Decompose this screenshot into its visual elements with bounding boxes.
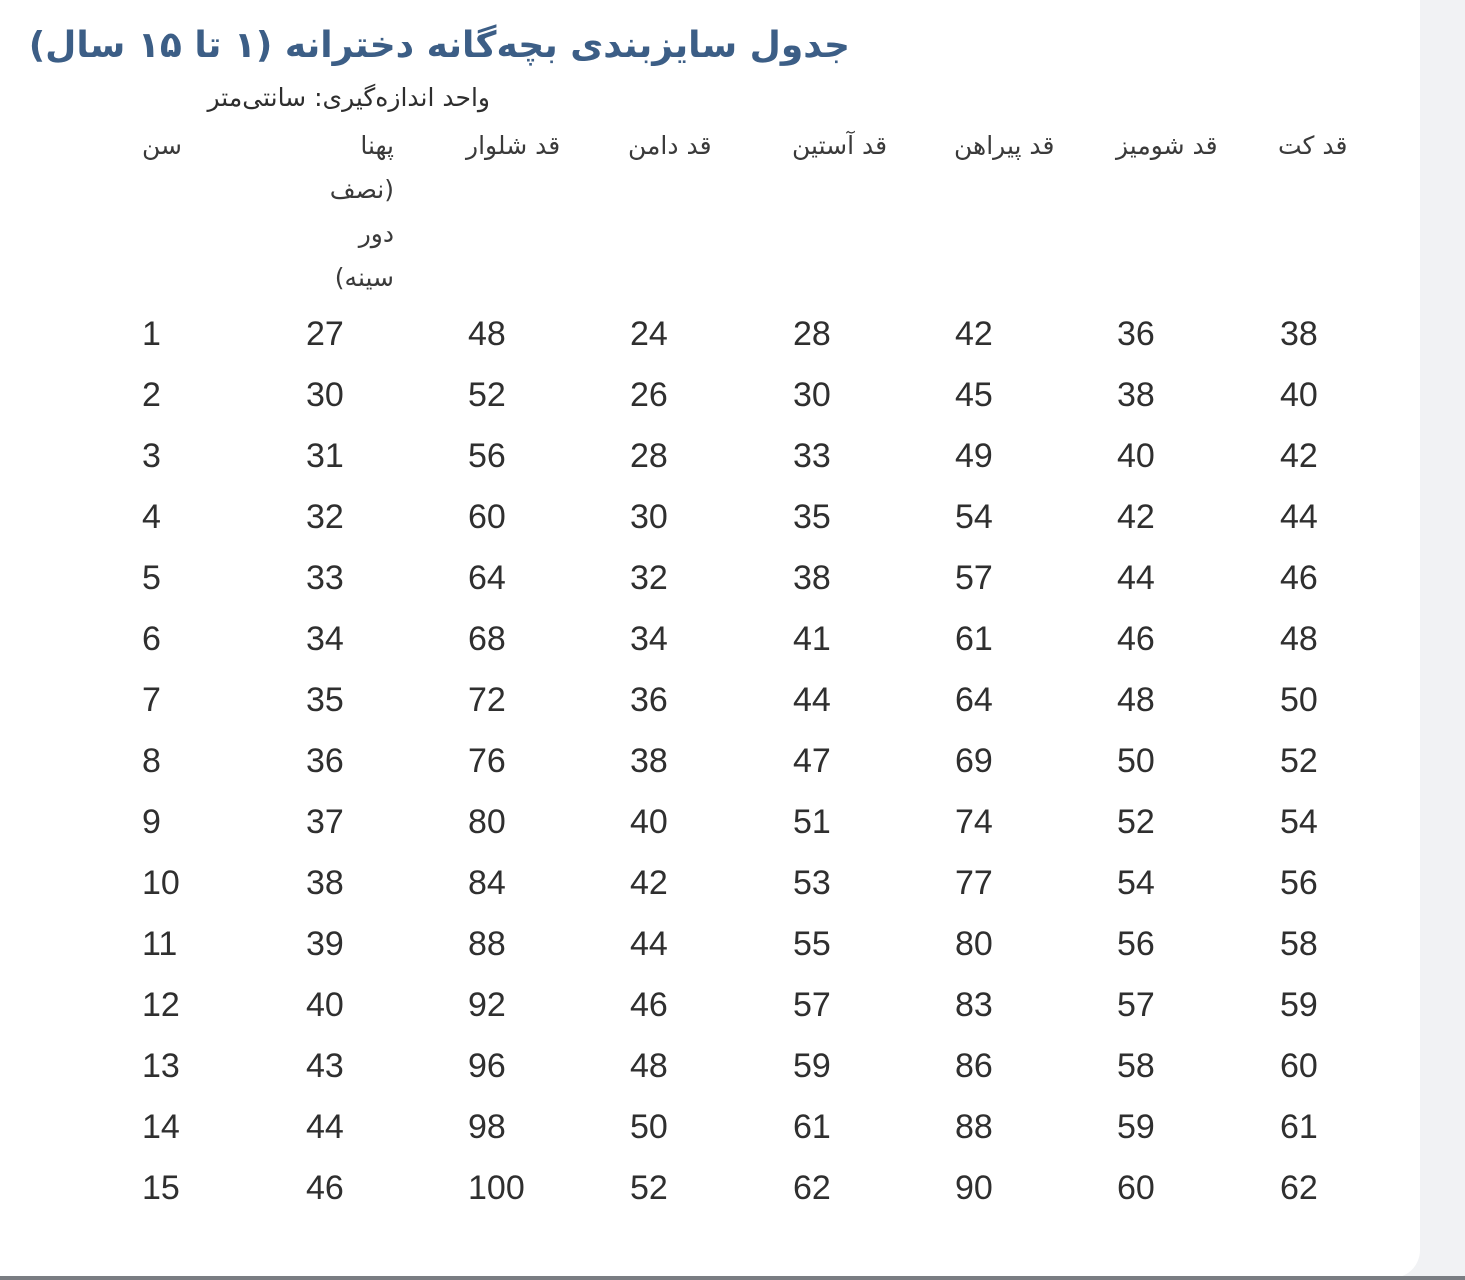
cell-blouse-length: 56 bbox=[1117, 925, 1155, 963]
cell-blouse-length: 38 bbox=[1117, 376, 1155, 414]
cell-dress-length: 45 bbox=[955, 376, 993, 414]
cell-dress-length: 90 bbox=[955, 1169, 993, 1207]
cell-dress-length: 80 bbox=[955, 925, 993, 963]
cell-sleeve-length: 35 bbox=[793, 498, 831, 536]
cell-blouse-length: 48 bbox=[1117, 681, 1155, 719]
cell-width: 37 bbox=[306, 803, 344, 841]
table-row bbox=[0, 548, 1420, 609]
header-pants-length: قد شلوار bbox=[466, 131, 561, 160]
cell-sleeve-length: 41 bbox=[793, 620, 831, 658]
cell-blouse-length: 42 bbox=[1117, 498, 1155, 536]
cell-dress-length: 83 bbox=[955, 986, 993, 1024]
cell-width: 40 bbox=[306, 986, 344, 1024]
cell-age: 11 bbox=[142, 925, 178, 963]
cell-sleeve-length: 62 bbox=[793, 1169, 831, 1207]
cell-blouse-length: 54 bbox=[1117, 864, 1155, 902]
cell-age: 6 bbox=[142, 620, 161, 658]
cell-width: 27 bbox=[306, 315, 344, 353]
table-row bbox=[0, 914, 1420, 975]
cell-skirt-length: 26 bbox=[630, 376, 668, 414]
cell-skirt-length: 40 bbox=[630, 803, 668, 841]
cell-age: 13 bbox=[142, 1047, 180, 1085]
cell-width: 46 bbox=[306, 1169, 344, 1207]
cell-pants-length: 56 bbox=[468, 437, 506, 475]
cell-blouse-length: 58 bbox=[1117, 1047, 1155, 1085]
header-coat-length: قد کت bbox=[1278, 131, 1348, 160]
cell-age: 12 bbox=[142, 986, 180, 1024]
cell-coat-length: 58 bbox=[1280, 925, 1318, 963]
cell-width: 39 bbox=[306, 925, 344, 963]
cell-dress-length: 74 bbox=[955, 803, 993, 841]
table-row bbox=[0, 1097, 1420, 1158]
cell-coat-length: 61 bbox=[1280, 1108, 1318, 1146]
table-row bbox=[0, 975, 1420, 1036]
cell-coat-length: 56 bbox=[1280, 864, 1318, 902]
cell-pants-length: 72 bbox=[468, 681, 506, 719]
cell-pants-length: 52 bbox=[468, 376, 506, 414]
table-row bbox=[0, 365, 1420, 426]
table-row bbox=[0, 304, 1420, 365]
header-skirt-length: قد دامن bbox=[628, 131, 712, 160]
header-width: پهنا (نصف دور سینه) bbox=[329, 131, 394, 292]
cell-pants-length: 60 bbox=[468, 498, 506, 536]
table-row bbox=[0, 1036, 1420, 1097]
cell-sleeve-length: 38 bbox=[793, 559, 831, 597]
cell-age: 15 bbox=[142, 1169, 180, 1207]
cell-age: 3 bbox=[142, 437, 161, 475]
cell-coat-length: 44 bbox=[1280, 498, 1318, 536]
cell-skirt-length: 52 bbox=[630, 1169, 668, 1207]
cell-skirt-length: 48 bbox=[630, 1047, 668, 1085]
cell-skirt-length: 42 bbox=[630, 864, 668, 902]
cell-skirt-length: 34 bbox=[630, 620, 668, 658]
cell-skirt-length: 32 bbox=[630, 559, 668, 597]
cell-coat-length: 48 bbox=[1280, 620, 1318, 658]
bottom-divider bbox=[0, 1276, 1465, 1280]
cell-blouse-length: 50 bbox=[1117, 742, 1155, 780]
cell-blouse-length: 36 bbox=[1117, 315, 1155, 353]
cell-coat-length: 54 bbox=[1280, 803, 1318, 841]
cell-age: 5 bbox=[142, 559, 161, 597]
table-row bbox=[0, 1158, 1420, 1219]
cell-blouse-length: 52 bbox=[1117, 803, 1155, 841]
cell-skirt-length: 30 bbox=[630, 498, 668, 536]
cell-pants-length: 48 bbox=[468, 315, 506, 353]
table-row bbox=[0, 609, 1420, 670]
cell-sleeve-length: 33 bbox=[793, 437, 831, 475]
cell-dress-length: 49 bbox=[955, 437, 993, 475]
cell-width: 30 bbox=[306, 376, 344, 414]
cell-skirt-length: 50 bbox=[630, 1108, 668, 1146]
cell-skirt-length: 44 bbox=[630, 925, 668, 963]
unit-label: واحد اندازه‌گیری: سانتی‌متر bbox=[207, 83, 490, 112]
header-blouse-length: قد شومیز bbox=[1116, 131, 1218, 160]
cell-skirt-length: 24 bbox=[630, 315, 668, 353]
cell-width: 32 bbox=[306, 498, 344, 536]
cell-skirt-length: 46 bbox=[630, 986, 668, 1024]
cell-width: 35 bbox=[306, 681, 344, 719]
header-sleeve-length: قد آستین bbox=[792, 131, 888, 160]
cell-sleeve-length: 53 bbox=[793, 864, 831, 902]
cell-dress-length: 61 bbox=[955, 620, 993, 658]
cell-sleeve-length: 57 bbox=[793, 986, 831, 1024]
cell-blouse-length: 44 bbox=[1117, 559, 1155, 597]
cell-blouse-length: 59 bbox=[1117, 1108, 1155, 1146]
cell-dress-length: 86 bbox=[955, 1047, 993, 1085]
cell-sleeve-length: 51 bbox=[793, 803, 831, 841]
header-age: سن bbox=[142, 131, 182, 160]
cell-width: 43 bbox=[306, 1047, 344, 1085]
cell-coat-length: 50 bbox=[1280, 681, 1318, 719]
cell-sleeve-length: 59 bbox=[793, 1047, 831, 1085]
cell-sleeve-length: 44 bbox=[793, 681, 831, 719]
cell-width: 38 bbox=[306, 864, 344, 902]
cell-blouse-length: 60 bbox=[1117, 1169, 1155, 1207]
cell-dress-length: 42 bbox=[955, 315, 993, 353]
cell-coat-length: 59 bbox=[1280, 986, 1318, 1024]
cell-dress-length: 64 bbox=[955, 681, 993, 719]
cell-age: 14 bbox=[142, 1108, 180, 1146]
cell-sleeve-length: 28 bbox=[793, 315, 831, 353]
table-row bbox=[0, 670, 1420, 731]
cell-blouse-length: 40 bbox=[1117, 437, 1155, 475]
cell-skirt-length: 38 bbox=[630, 742, 668, 780]
cell-dress-length: 54 bbox=[955, 498, 993, 536]
cell-blouse-length: 46 bbox=[1117, 620, 1155, 658]
cell-sleeve-length: 47 bbox=[793, 742, 831, 780]
cell-coat-length: 60 bbox=[1280, 1047, 1318, 1085]
cell-pants-length: 92 bbox=[468, 986, 506, 1024]
cell-blouse-length: 57 bbox=[1117, 986, 1155, 1024]
cell-pants-length: 68 bbox=[468, 620, 506, 658]
cell-coat-length: 52 bbox=[1280, 742, 1318, 780]
cell-skirt-length: 36 bbox=[630, 681, 668, 719]
chart-title: جدول سایزبندی بچه‌گانه دخترانه (۱ تا ۱۵ سال) bbox=[28, 25, 850, 66]
cell-skirt-length: 28 bbox=[630, 437, 668, 475]
cell-sleeve-length: 30 bbox=[793, 376, 831, 414]
table-row bbox=[0, 731, 1420, 792]
cell-pants-length: 98 bbox=[468, 1108, 506, 1146]
table-row bbox=[0, 792, 1420, 853]
cell-coat-length: 46 bbox=[1280, 559, 1318, 597]
cell-width: 33 bbox=[306, 559, 344, 597]
cell-dress-length: 69 bbox=[955, 742, 993, 780]
table-row bbox=[0, 853, 1420, 914]
cell-age: 8 bbox=[142, 742, 161, 780]
header-dress-length: قد پیراهن bbox=[954, 131, 1055, 160]
cell-coat-length: 40 bbox=[1280, 376, 1318, 414]
cell-dress-length: 88 bbox=[955, 1108, 993, 1146]
cell-age: 10 bbox=[142, 864, 180, 902]
cell-age: 7 bbox=[142, 681, 161, 719]
cell-coat-length: 42 bbox=[1280, 437, 1318, 475]
cell-width: 31 bbox=[306, 437, 344, 475]
table-row bbox=[0, 487, 1420, 548]
cell-age: 4 bbox=[142, 498, 161, 536]
cell-age: 9 bbox=[142, 803, 161, 841]
cell-coat-length: 38 bbox=[1280, 315, 1318, 353]
cell-pants-length: 84 bbox=[468, 864, 506, 902]
cell-pants-length: 76 bbox=[468, 742, 506, 780]
cell-age: 2 bbox=[142, 376, 161, 414]
cell-width: 44 bbox=[306, 1108, 344, 1146]
cell-dress-length: 77 bbox=[955, 864, 993, 902]
cell-sleeve-length: 55 bbox=[793, 925, 831, 963]
cell-width: 34 bbox=[306, 620, 344, 658]
cell-pants-length: 80 bbox=[468, 803, 506, 841]
cell-pants-length: 64 bbox=[468, 559, 506, 597]
cell-coat-length: 62 bbox=[1280, 1169, 1318, 1207]
cell-pants-length: 88 bbox=[468, 925, 506, 963]
cell-pants-length: 100 bbox=[468, 1169, 525, 1207]
cell-age: 1 bbox=[142, 315, 161, 353]
table-row bbox=[0, 426, 1420, 487]
cell-dress-length: 57 bbox=[955, 559, 993, 597]
cell-width: 36 bbox=[306, 742, 344, 780]
cell-pants-length: 96 bbox=[468, 1047, 506, 1085]
cell-sleeve-length: 61 bbox=[793, 1108, 831, 1146]
